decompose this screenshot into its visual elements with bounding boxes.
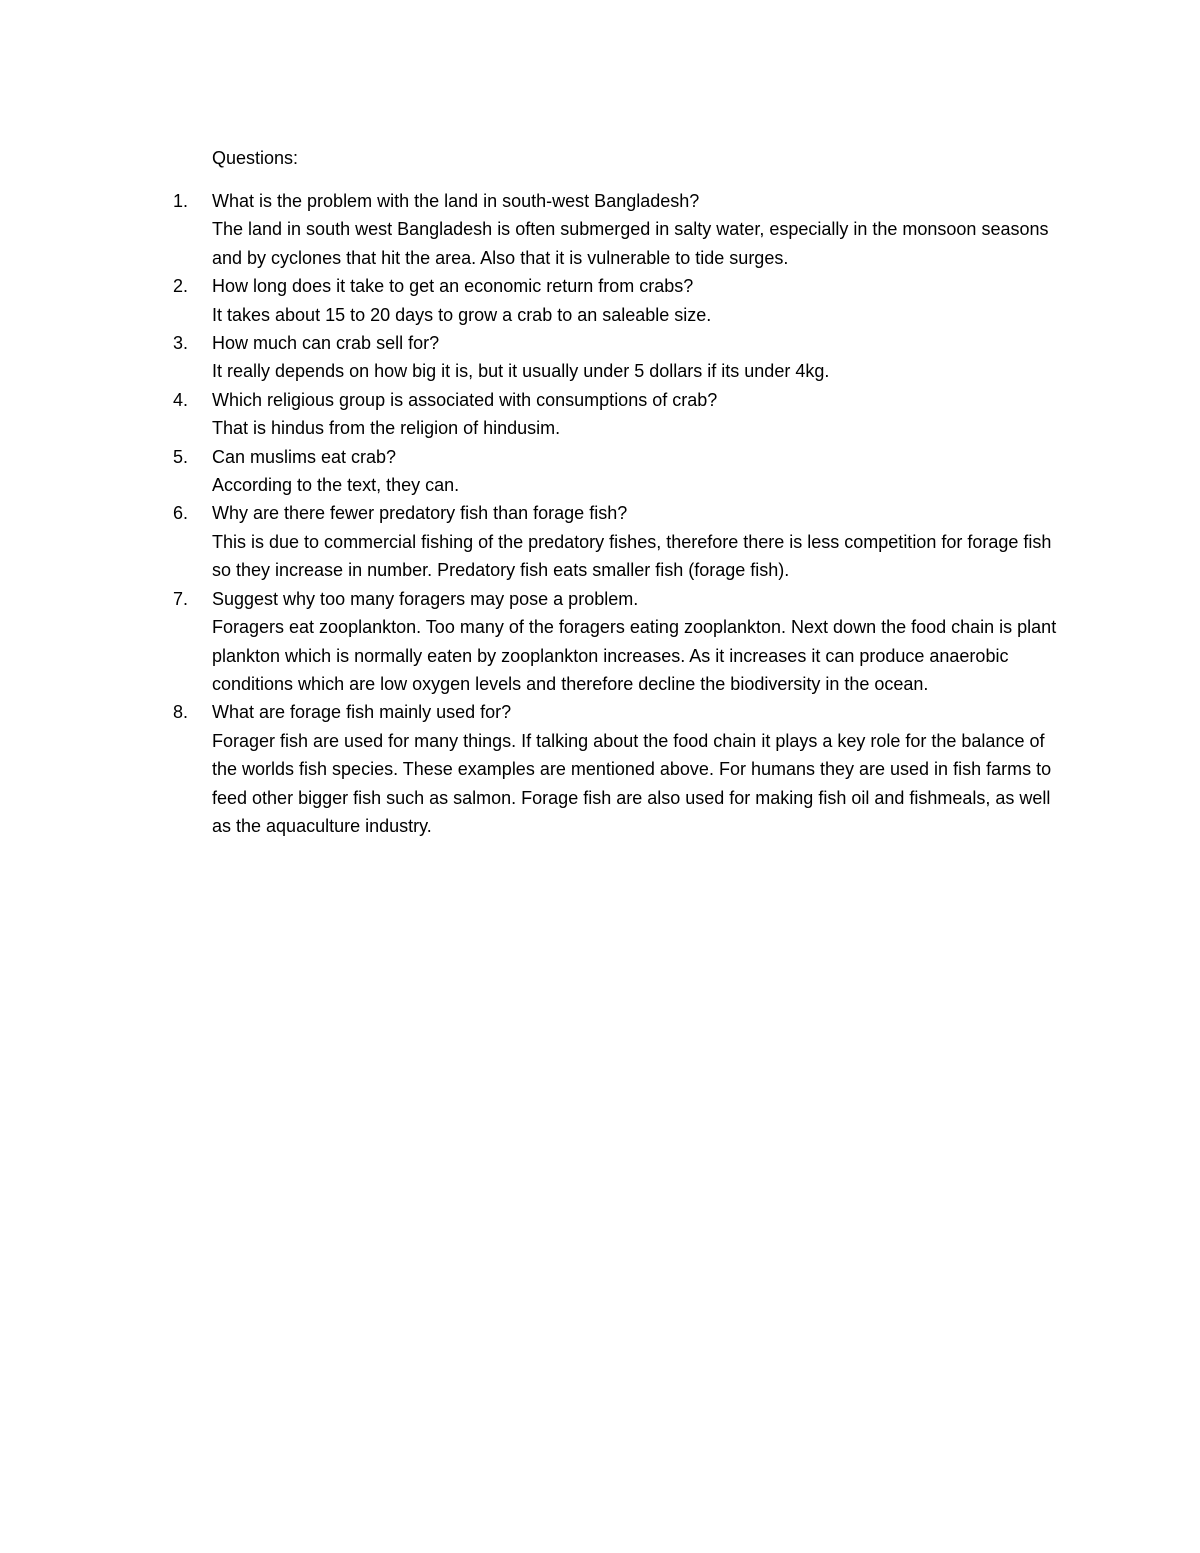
- question-number: 4.: [173, 389, 189, 410]
- answer-text: It takes about 15 to 20 days to grow a crab to an saleable size.: [212, 304, 712, 325]
- question-item: [173, 443, 1073, 500]
- question-number: 6.: [173, 503, 189, 524]
- question-item: [173, 272, 1073, 329]
- question-item: [173, 585, 1073, 699]
- question-text: Why are there fewer predatory fish than forage fish?: [212, 503, 628, 524]
- question-number: 3.: [173, 333, 189, 354]
- answer-text: It really depends on how big it is, but it usually under 5 dollars if its under 4kg.: [212, 361, 830, 382]
- answer-text: Forager fish are used for many things. If talking about the food chain it plays a key role for the balance of the worlds fish species. These examples are mentioned above. For humans they are used in fish farms to feed other bigger fish such as salmon. Forage fish are also used for making fish oil and fishmeals, as well as the aquaculture industry.: [212, 730, 1052, 836]
- question-text: Suggest why too many foragers may pose a problem.: [212, 588, 639, 609]
- question-number: 1.: [173, 191, 189, 211]
- question-text: What is the problem with the land in south-west Bangladesh?: [212, 191, 700, 211]
- question-number: 8.: [173, 702, 189, 723]
- question-text: Can muslims eat crab?: [212, 446, 397, 467]
- answer-text: The land in south west Bangladesh is often submerged in salty water, especially in the monsoon seasons and by cyclones that hit the area. Also that it is vulnerable to tide surges.: [212, 219, 1049, 268]
- question-item: [173, 499, 1073, 584]
- question-number: 5.: [173, 446, 189, 467]
- question-list: [173, 187, 1073, 840]
- answer-text: According to the text, they can.: [212, 475, 460, 496]
- question-item: [173, 386, 1073, 443]
- question-item: [173, 698, 1073, 840]
- question-text: What are forage fish mainly used for?: [212, 702, 512, 723]
- question-text: How much can crab sell for?: [212, 333, 440, 354]
- answer-text: That is hindus from the religion of hindusim.: [212, 418, 561, 439]
- question-text: Which religious group is associated with consumptions of crab?: [212, 389, 718, 410]
- question-text: How long does it take to get an economic return from crabs?: [212, 276, 694, 297]
- question-item: [173, 187, 1073, 272]
- page-heading: Questions:: [212, 148, 299, 168]
- question-number: 2.: [173, 276, 189, 297]
- answer-text: This is due to commercial fishing of the predatory fishes, therefore there is less competition for forage fish so they increase in number. Predatory fish eats smaller fish (forage fish).: [212, 531, 1052, 581]
- answer-text: Foragers eat zooplankton. Too many of the foragers eating zooplankton. Next down the food chain is plant plankton which is normally eaten by zooplankton increases. As it increases it can produce anaerobic conditions which are low oxygen levels and therefore decline the biodiversity in the ocean.: [212, 617, 1057, 694]
- question-item: [173, 329, 1073, 386]
- question-number: 7.: [173, 588, 189, 609]
